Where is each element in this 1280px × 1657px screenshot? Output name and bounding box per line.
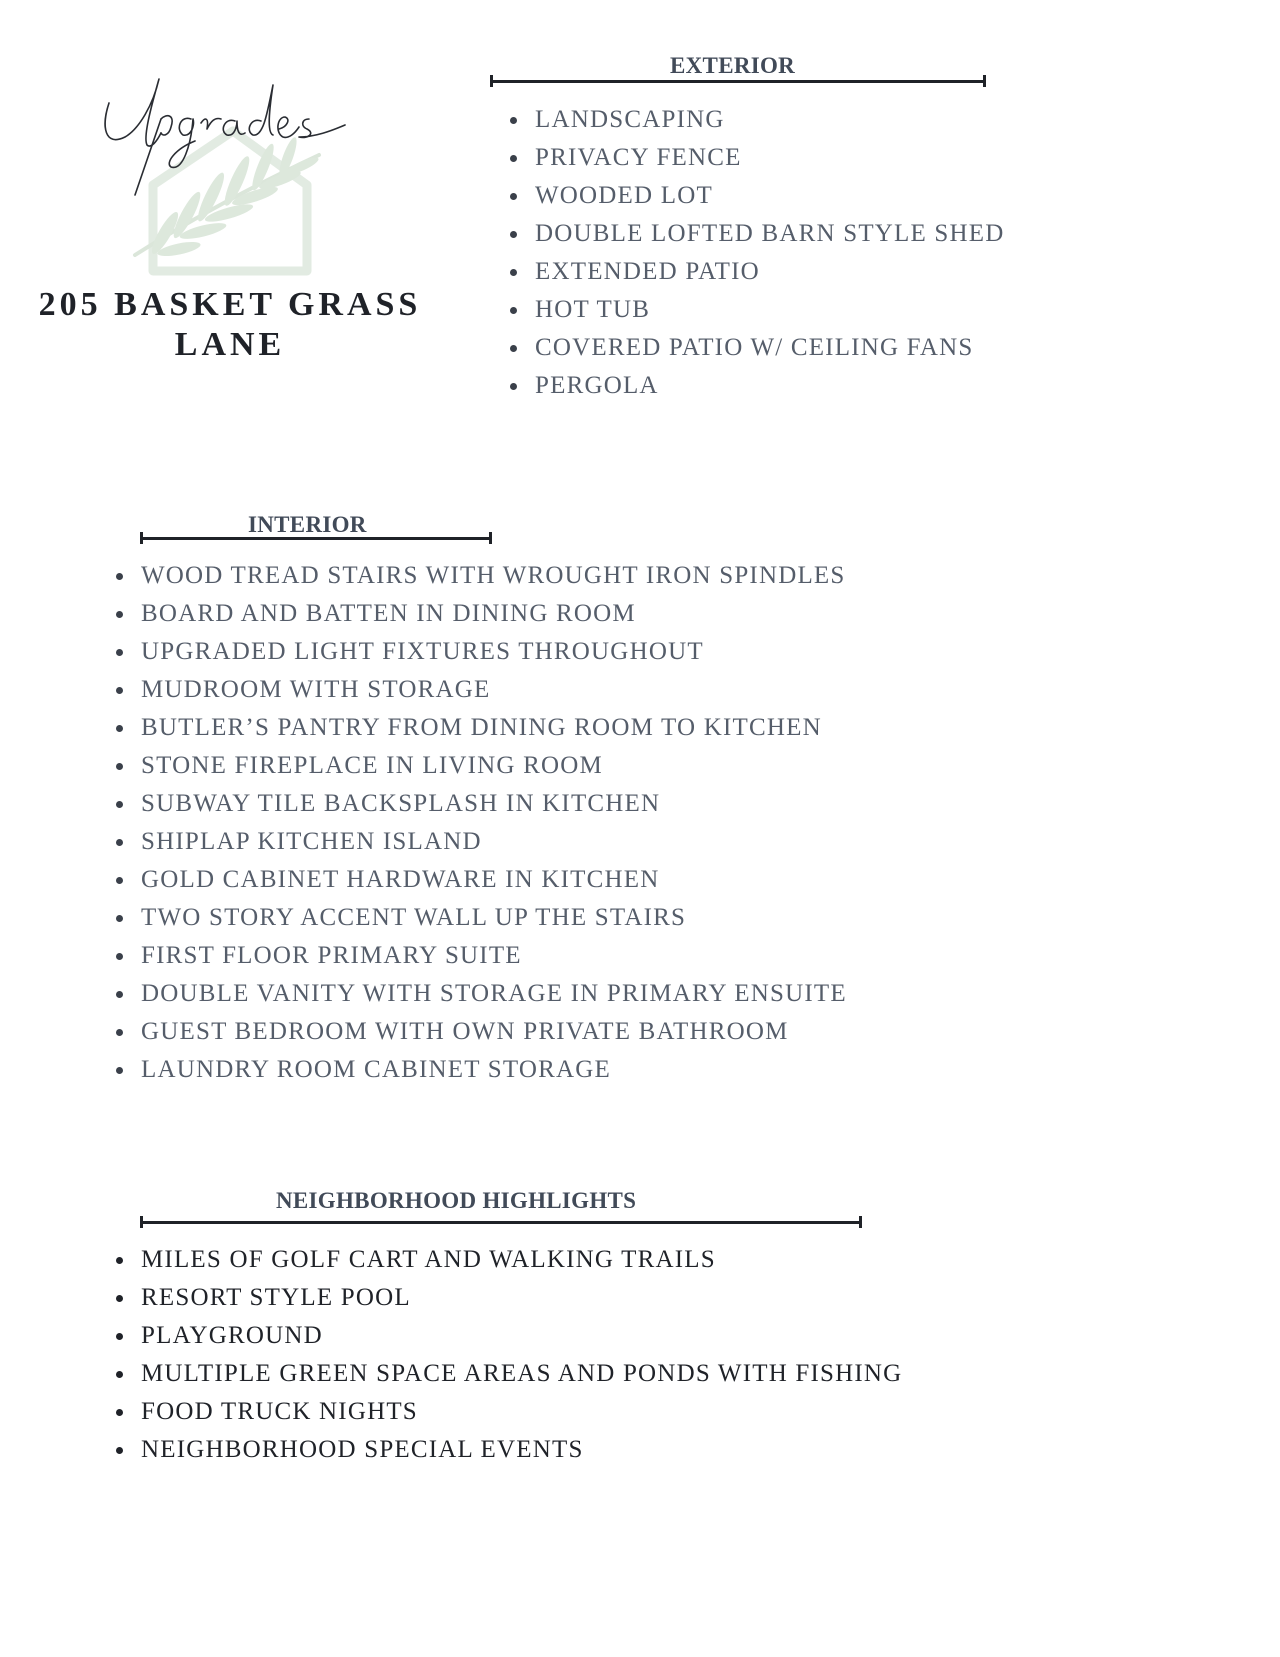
exterior-list-item: HOT TUB — [508, 291, 1005, 329]
interior-list-item: UPGRADED LIGHT FIXTURES THROUGHOUT — [114, 633, 847, 671]
interior-list-item: WOOD TREAD STAIRS WITH WROUGHT IRON SPINDLES — [114, 557, 847, 595]
exterior-list-item: DOUBLE LOFTED BARN STYLE SHED — [508, 215, 1005, 253]
interior-list-item: SHIPLAP KITCHEN ISLAND — [114, 823, 847, 861]
interior-list-item: STONE FIREPLACE IN LIVING ROOM — [114, 747, 847, 785]
interior-list-item: BUTLER’S PANTRY FROM DINING ROOM TO KITCHEN — [114, 709, 847, 747]
exterior-list-item: WOODED LOT — [508, 177, 1005, 215]
interior-divider — [140, 537, 492, 540]
interior-list-item: GUEST BEDROOM WITH OWN PRIVATE BATHROOM — [114, 1013, 847, 1051]
interior-list-item: SUBWAY TILE BACKSPLASH IN KITCHEN — [114, 785, 847, 823]
interior-list-item: DOUBLE VANITY WITH STORAGE IN PRIMARY ENSUITE — [114, 975, 847, 1013]
address-line-1: 205 BASKET GRASS — [38, 286, 422, 323]
exterior-list — [508, 101, 1005, 405]
house-with-leaf-icon — [95, 45, 375, 295]
interior-list — [114, 557, 847, 1089]
neighborhood-divider — [140, 1221, 862, 1224]
interior-list-item: LAUNDRY ROOM CABINET STORAGE — [114, 1051, 847, 1089]
exterior-heading: EXTERIOR — [670, 53, 796, 78]
neighborhood-heading: NEIGHBORHOOD HIGHLIGHTS — [276, 1188, 637, 1213]
neighborhood-list-item: MILES OF GOLF CART AND WALKING TRAILS — [114, 1241, 902, 1279]
exterior-list-item: EXTENDED PATIO — [508, 253, 1005, 291]
exterior-list-item: PRIVACY FENCE — [508, 139, 1005, 177]
neighborhood-list-item: PLAYGROUND — [114, 1317, 902, 1355]
neighborhood-list-item: MULTIPLE GREEN SPACE AREAS AND PONDS WITH FISHING — [114, 1355, 902, 1393]
exterior-divider — [490, 80, 986, 83]
neighborhood-list-item: RESORT STYLE POOL — [114, 1279, 902, 1317]
interior-heading: INTERIOR — [248, 512, 367, 537]
exterior-list-item: PERGOLA — [508, 367, 1005, 405]
property-address — [20, 285, 440, 365]
exterior-list-item: COVERED PATIO W/ CEILING FANS — [508, 329, 1005, 367]
logo — [95, 45, 375, 295]
address-line-2: LANE — [174, 326, 286, 363]
interior-list-item: MUDROOM WITH STORAGE — [114, 671, 847, 709]
interior-list-item: FIRST FLOOR PRIMARY SUITE — [114, 937, 847, 975]
interior-list-item: BOARD AND BATTEN IN DINING ROOM — [114, 595, 847, 633]
neighborhood-list-item: NEIGHBORHOOD SPECIAL EVENTS — [114, 1431, 902, 1469]
neighborhood-list — [114, 1241, 902, 1469]
exterior-list-item: LANDSCAPING — [508, 101, 1005, 139]
interior-list-item: TWO STORY ACCENT WALL UP THE STAIRS — [114, 899, 847, 937]
interior-list-item: GOLD CABINET HARDWARE IN KITCHEN — [114, 861, 847, 899]
neighborhood-list-item: FOOD TRUCK NIGHTS — [114, 1393, 902, 1431]
